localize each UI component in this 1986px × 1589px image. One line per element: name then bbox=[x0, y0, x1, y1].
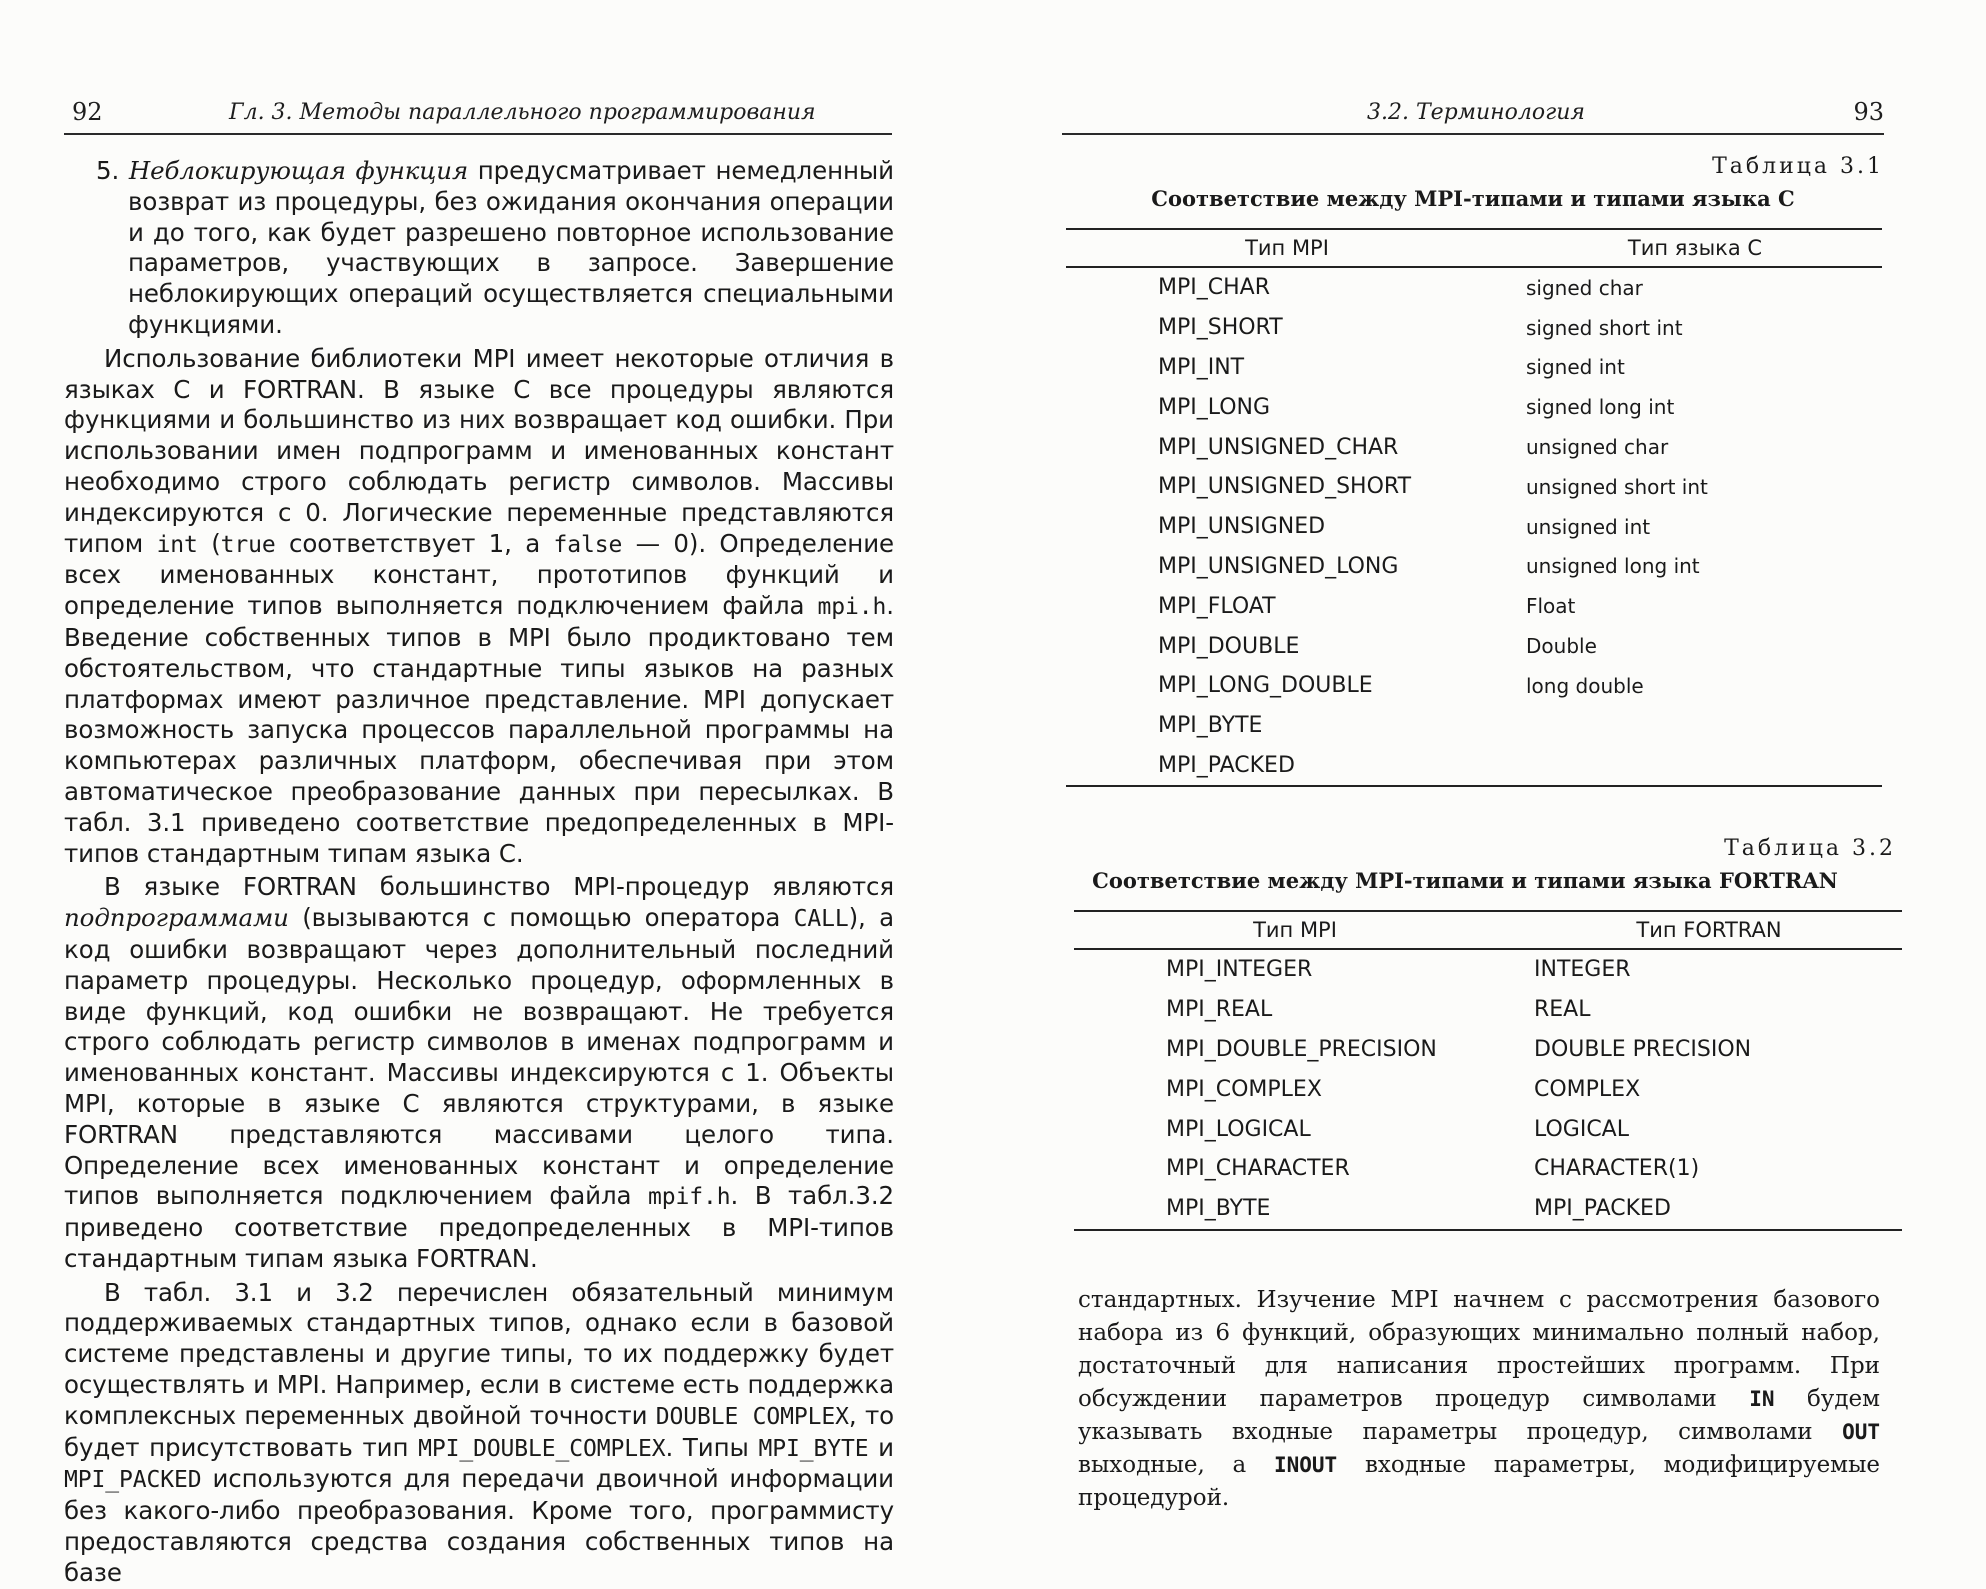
table-row bbox=[1066, 586, 1882, 626]
table-3-1-header-row bbox=[1066, 229, 1882, 267]
table-3-1-body bbox=[1066, 267, 1882, 786]
table-3-2-header-row bbox=[1074, 911, 1902, 949]
cell-lang-type: COMPLEX bbox=[1534, 1076, 1641, 1102]
cell-mpi-type: MPI_LONG bbox=[1158, 394, 1271, 420]
cell-mpi-type: MPI_BYTE bbox=[1158, 713, 1263, 739]
cell-mpi-type: MPI_SHORT bbox=[1158, 315, 1283, 341]
table-row bbox=[1066, 626, 1882, 666]
right-header-title: 3.2. Терминология bbox=[1367, 100, 1586, 125]
cell-lang-type: unsigned long int bbox=[1526, 554, 1700, 579]
table-row bbox=[1074, 1069, 1902, 1109]
left-page-number: 92 bbox=[72, 98, 103, 126]
cell-mpi-type: MPI_INTEGER bbox=[1166, 957, 1313, 983]
table-row bbox=[1066, 387, 1882, 427]
cell-lang-type: signed int bbox=[1526, 355, 1625, 380]
cell-lang-type: CHARACTER(1) bbox=[1534, 1156, 1700, 1182]
cell-lang-type: MPI_PACKED bbox=[1534, 1196, 1671, 1222]
code-mpi-packed: MPI_PACKED bbox=[64, 1467, 202, 1494]
left-header-title: Гл. 3. Методы параллельного программирования bbox=[229, 100, 816, 125]
code-double-complex: DOUBLE COMPLEX bbox=[655, 1403, 849, 1430]
cell-lang-type: Double bbox=[1526, 634, 1597, 659]
cell-lang-type: INTEGER bbox=[1534, 957, 1631, 983]
code-out: OUT bbox=[1842, 1420, 1880, 1444]
code-mpi-byte: MPI_BYTE bbox=[758, 1435, 869, 1462]
table-row bbox=[1066, 666, 1882, 706]
code-int: int bbox=[156, 531, 198, 558]
table-row bbox=[1066, 467, 1882, 507]
table-row bbox=[1066, 427, 1882, 467]
table-row bbox=[1066, 267, 1882, 308]
cell-lang-type: REAL bbox=[1534, 997, 1591, 1023]
paragraph-basic-set: стандартных. Изучение MPI начнем с рассмотрения базового набора из 6 функций, образующих минимально полный набор, достаточный для написания простейших программ. При обсуждении параметров процедур символами IN будем указывать входные параметры процедур, символами OUT выходные, а INOUT входные параметры, модифицируемые процедурой. bbox=[1078, 1287, 1881, 1511]
cell-lang-type: unsigned int bbox=[1526, 514, 1651, 539]
left-header-rule bbox=[64, 133, 892, 135]
cell-lang-type: unsigned char bbox=[1526, 435, 1669, 460]
table-row bbox=[1074, 1109, 1902, 1149]
cell-mpi-type: MPI_DOUBLE_PRECISION bbox=[1166, 1036, 1437, 1062]
cell-mpi-type: MPI_UNSIGNED bbox=[1158, 514, 1326, 540]
cell-mpi-type: MPI_UNSIGNED_CHAR bbox=[1158, 434, 1399, 460]
cell-mpi-type: MPI_PACKED bbox=[1158, 752, 1295, 778]
code-call: CALL bbox=[793, 906, 849, 933]
table-3-2-col-fortran: Тип FORTRAN bbox=[1516, 911, 1902, 949]
table-3-1-col-c: Тип языка C bbox=[1508, 229, 1882, 267]
term-nonblocking: Неблокирующая функция bbox=[128, 156, 469, 185]
cell-lang-type: DOUBLE PRECISION bbox=[1534, 1036, 1752, 1062]
term-subprograms: подпрограммами bbox=[64, 903, 289, 933]
cell-mpi-type: MPI_UNSIGNED_SHORT bbox=[1158, 474, 1412, 500]
cell-mpi-type: MPI_CHAR bbox=[1158, 275, 1270, 301]
code-false: false bbox=[553, 531, 623, 558]
right-page-number: 93 bbox=[1853, 98, 1884, 126]
code-mpif-h: mpif.h bbox=[647, 1184, 731, 1211]
table-row bbox=[1074, 990, 1902, 1030]
table-row bbox=[1066, 547, 1882, 587]
cell-mpi-type: MPI_UNSIGNED_LONG bbox=[1158, 553, 1399, 579]
table-3-1-label: Таблица 3.1 bbox=[1712, 154, 1884, 179]
cell-mpi-type: MPI_COMPLEX bbox=[1166, 1076, 1322, 1102]
right-body-text bbox=[1078, 1284, 1880, 1515]
cell-mpi-type: MPI_FLOAT bbox=[1158, 593, 1276, 619]
code-mpi-double-complex: MPI_DOUBLE_COMPLEX bbox=[418, 1435, 666, 1462]
table-row bbox=[1074, 1149, 1902, 1189]
table-3-2-body bbox=[1074, 949, 1902, 1230]
cell-lang-type: long double bbox=[1526, 673, 1644, 698]
cell-mpi-type: MPI_DOUBLE bbox=[1158, 633, 1300, 659]
table-row bbox=[1066, 746, 1882, 787]
table-row bbox=[1066, 348, 1882, 388]
table-3-2-label: Таблица 3.2 bbox=[1724, 836, 1896, 861]
code-mpi-h: mpi.h bbox=[817, 594, 887, 621]
paragraph-min-types: В табл. 3.1 и 3.2 перечислен обязательный минимум поддерживаемых стандартных типов, однако если в базовой системе представлены и другие типы, то их поддержку будет осуществлять и MPI. Например, если в системе есть поддержка комплексных переменных двойной точности DOUBLE COMPLEX, то будет присутствовать тип MPI_DOUBLE_COMPLEX. Типы MPI_BYTE и MPI_PACKED используются для передачи двоичной информации без какого-либо преобразования. Кроме того, программисту предоставляются средства создания собственных типов на базе bbox=[64, 1277, 895, 1587]
table-row bbox=[1074, 949, 1902, 990]
code-true: true bbox=[220, 531, 276, 558]
table-row bbox=[1066, 706, 1882, 746]
cell-lang-type: signed char bbox=[1526, 275, 1643, 300]
cell-lang-type: Float bbox=[1526, 594, 1576, 619]
cell-lang-type bbox=[1508, 706, 1882, 746]
left-body-text bbox=[64, 156, 894, 1589]
table-row bbox=[1074, 1030, 1902, 1070]
cell-mpi-type: MPI_REAL bbox=[1166, 997, 1273, 1023]
cell-mpi-type: MPI_BYTE bbox=[1166, 1196, 1271, 1222]
table-3-2-title: Соответствие между MPI-типами и типами языка FORTRAN bbox=[1092, 868, 1838, 893]
cell-mpi-type: MPI_INT bbox=[1158, 354, 1245, 380]
cell-mpi-type: MPI_CHARACTER bbox=[1166, 1156, 1350, 1182]
table-row bbox=[1066, 308, 1882, 348]
cell-mpi-type: MPI_LONG_DOUBLE bbox=[1158, 673, 1373, 699]
item-5: 5. Неблокирующая функция предусматривает немедленный возврат из процедуры, без ожидания окончания операции и до того, как будет разрешено повторное использование параметров, участвующих в запросе. Завершение неблокирующих операций осуществляется специальными функциями. bbox=[96, 156, 894, 339]
cell-lang-type: unsigned short int bbox=[1526, 474, 1708, 499]
cell-mpi-type: MPI_LOGICAL bbox=[1166, 1116, 1311, 1142]
cell-lang-type: signed long int bbox=[1526, 395, 1675, 420]
table-3-1 bbox=[1066, 228, 1882, 787]
code-inout: INOUT bbox=[1273, 1453, 1338, 1477]
code-in: IN bbox=[1749, 1387, 1775, 1411]
cell-lang-type bbox=[1508, 746, 1882, 787]
cell-lang-type: LOGICAL bbox=[1534, 1116, 1629, 1142]
paragraph-c-vs-fortran: Использование библиотеки MPI имеет некоторые отличия в языках C и FORTRAN. В языке C все процедуры являются функциями и большинство из них возвращает код ошибки. При использовании имен подпрограмм и именованных констант необходимо строго соблюдать регистр символов. Массивы индексируются с 0. Логические переменные представляются типом int (true соответствует 1, а false — 0). Определение всех именованных констант, прототипов функций и определение типов выполняется подключением файла mpi.h. Введение собственных типов в MPI было продиктовано тем обстоятельством, что стандартные типы языков на разных платформах имеют различное представление. MPI допускает возможность запуска процессов параллельной программы на компьютерах различных платформ, обеспечивая при этом автоматическое преобразование данных при пересылках. В табл. 3.1 приведено соответствие предопределенных в MPI-типов стандартным типам языка C. bbox=[64, 343, 894, 868]
table-3-1-col-mpi: Тип MPI bbox=[1066, 229, 1508, 267]
right-header-rule bbox=[1062, 133, 1884, 135]
table-3-2-col-mpi: Тип MPI bbox=[1074, 911, 1516, 949]
table-row bbox=[1074, 1189, 1902, 1230]
paragraph-fortran: В языке FORTRAN большинство MPI-процедур являются подпрограммами (вызываются с помощью оператора CALL), а код ошибки возвращают через дополнительный последний параметр процедуры. Несколько процедур, оформленных в виде функций, код ошибки не возвращают. Не требуется строго соблюдать регистр символов в именах подпрограмм и именованных констант. Массивы индексируются с 1. Объекты MPI, которые в языке C являются структурами, в языке FORTRAN представляются массивами целого типа. Определение всех именованных констант и определение типов выполняется подключением файла mpif.h. В табл.3.2 приведено соответствие предопределенных в MPI-типов стандартным типам языка FORTRAN. bbox=[64, 872, 894, 1273]
table-3-1-title: Соответствие между MPI-типами и типами языка C bbox=[1151, 186, 1795, 211]
cell-lang-type: signed short int bbox=[1526, 315, 1683, 340]
table-row bbox=[1066, 507, 1882, 547]
table-3-2 bbox=[1074, 910, 1902, 1231]
